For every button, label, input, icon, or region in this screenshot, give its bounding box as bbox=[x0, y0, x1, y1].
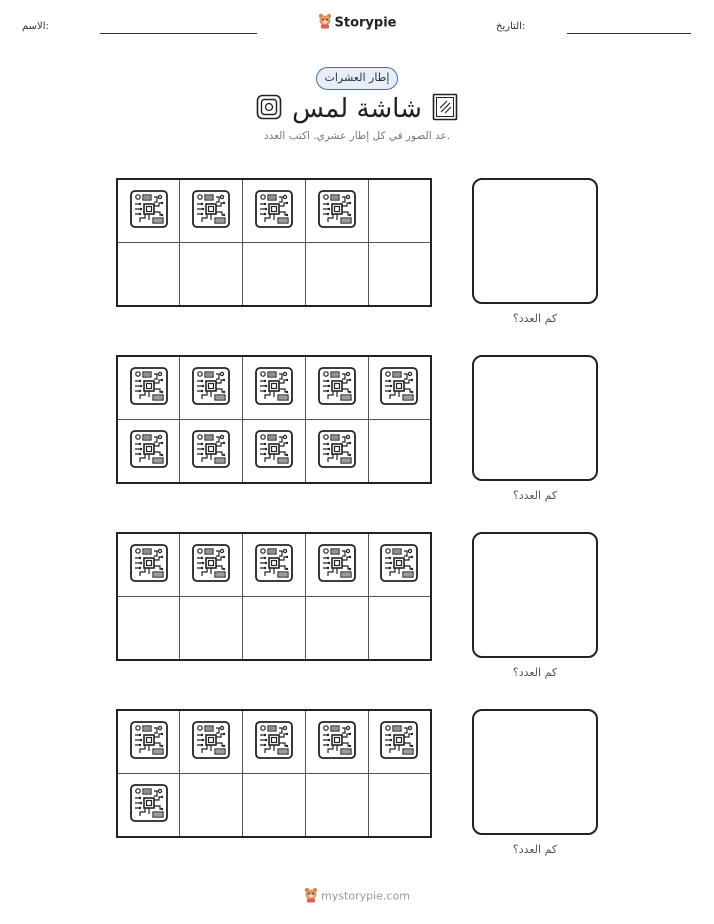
circuit-board-icon bbox=[130, 784, 168, 822]
date-label: التاريخ: bbox=[496, 21, 526, 32]
ten-frame-cell bbox=[368, 179, 431, 243]
ten-frame-cell bbox=[243, 774, 306, 838]
ten-frame-cell bbox=[243, 420, 306, 484]
ten-frame-cell bbox=[305, 597, 368, 661]
circuit-board-icon bbox=[318, 721, 356, 759]
ten-frame-cell bbox=[117, 243, 180, 307]
footer bbox=[0, 887, 714, 906]
ten-frame-cell bbox=[305, 710, 368, 774]
worksheet-type-badge: إطار العشرات bbox=[316, 67, 398, 90]
ten-frame-cell bbox=[368, 597, 431, 661]
ten-frame-cell bbox=[180, 179, 243, 243]
ten-frame-cell bbox=[368, 420, 431, 484]
bear-icon bbox=[318, 13, 332, 33]
circuit-board-icon bbox=[130, 544, 168, 582]
circuit-board-icon bbox=[318, 544, 356, 582]
bear-icon bbox=[304, 887, 318, 906]
ten-frame-cell bbox=[117, 710, 180, 774]
ten-frame-cell bbox=[243, 710, 306, 774]
circuit-board-icon bbox=[192, 430, 230, 468]
ten-frame-cell bbox=[305, 533, 368, 597]
circuit-board-icon bbox=[318, 367, 356, 405]
circuit-board-icon bbox=[255, 721, 293, 759]
circuit-board-icon bbox=[192, 367, 230, 405]
ten-frame-cell bbox=[180, 774, 243, 838]
ten-frame-cell bbox=[305, 356, 368, 420]
date-line[interactable] bbox=[567, 33, 691, 34]
ten-frame-cell bbox=[117, 533, 180, 597]
ten-frame bbox=[116, 709, 432, 838]
brand-name: Storypie bbox=[334, 15, 397, 31]
answer-box[interactable] bbox=[472, 355, 598, 481]
ten-frame-cell bbox=[368, 774, 431, 838]
ten-frame-cell bbox=[180, 243, 243, 307]
ten-frame-cell bbox=[180, 597, 243, 661]
ten-frame-cell bbox=[305, 420, 368, 484]
ten-frame-cell bbox=[243, 179, 306, 243]
page-title: شاشة لمس bbox=[292, 94, 422, 124]
circuit-board-icon bbox=[130, 190, 168, 228]
footer-url: mystorypie.com bbox=[321, 889, 410, 903]
ten-frame-cell bbox=[117, 179, 180, 243]
circuit-board-icon bbox=[380, 367, 418, 405]
answer-box[interactable] bbox=[472, 178, 598, 304]
ten-frame bbox=[116, 532, 432, 661]
answer-box[interactable] bbox=[472, 532, 598, 658]
ten-frame-cell bbox=[368, 710, 431, 774]
how-many-label: كم العدد؟ bbox=[512, 843, 558, 856]
ten-frame-cell bbox=[180, 420, 243, 484]
ten-frame-cell bbox=[243, 533, 306, 597]
circuit-board-icon bbox=[318, 190, 356, 228]
name-label: الاسم: bbox=[22, 21, 49, 32]
name-line[interactable] bbox=[100, 33, 257, 34]
ten-frame-cell bbox=[368, 356, 431, 420]
ten-frame-cell bbox=[117, 597, 180, 661]
circuit-board-icon bbox=[192, 544, 230, 582]
circuit-board-icon bbox=[255, 544, 293, 582]
ten-frame-cell bbox=[180, 356, 243, 420]
how-many-label: كم العدد؟ bbox=[512, 489, 558, 502]
how-many-label: كم العدد؟ bbox=[512, 312, 558, 325]
ten-frame bbox=[116, 355, 432, 484]
ten-frame-cell bbox=[305, 774, 368, 838]
ten-frame-cell bbox=[243, 597, 306, 661]
circuit-board-icon bbox=[130, 367, 168, 405]
answer-box[interactable] bbox=[472, 709, 598, 835]
circuit-board-icon bbox=[255, 367, 293, 405]
circuit-board-icon bbox=[130, 721, 168, 759]
glass-screen-icon bbox=[432, 93, 458, 121]
circuit-board-icon bbox=[380, 721, 418, 759]
circuit-board-icon bbox=[255, 190, 293, 228]
ten-frame-cell bbox=[117, 420, 180, 484]
brand-logo bbox=[0, 13, 714, 33]
ten-frame-cell bbox=[305, 179, 368, 243]
ten-frame-cell bbox=[180, 533, 243, 597]
how-many-label: كم العدد؟ bbox=[512, 666, 558, 679]
ten-frame-cell bbox=[117, 774, 180, 838]
ten-frame-cell bbox=[117, 356, 180, 420]
ten-frame bbox=[116, 178, 432, 307]
ten-frame-cell bbox=[180, 710, 243, 774]
ten-frame-cell bbox=[243, 243, 306, 307]
ten-frame-cell bbox=[368, 243, 431, 307]
circuit-board-icon bbox=[192, 721, 230, 759]
circuit-board-icon bbox=[318, 430, 356, 468]
ten-frame-cell bbox=[368, 533, 431, 597]
ten-frame-cell bbox=[305, 243, 368, 307]
ten-frame-cell bbox=[243, 356, 306, 420]
instructions: عد الصور في كل إطار عشري. اكتب العدد. bbox=[263, 130, 451, 142]
circuit-board-icon bbox=[192, 190, 230, 228]
circuit-board-icon bbox=[130, 430, 168, 468]
circuit-board-icon bbox=[255, 430, 293, 468]
circuit-board-icon bbox=[380, 544, 418, 582]
